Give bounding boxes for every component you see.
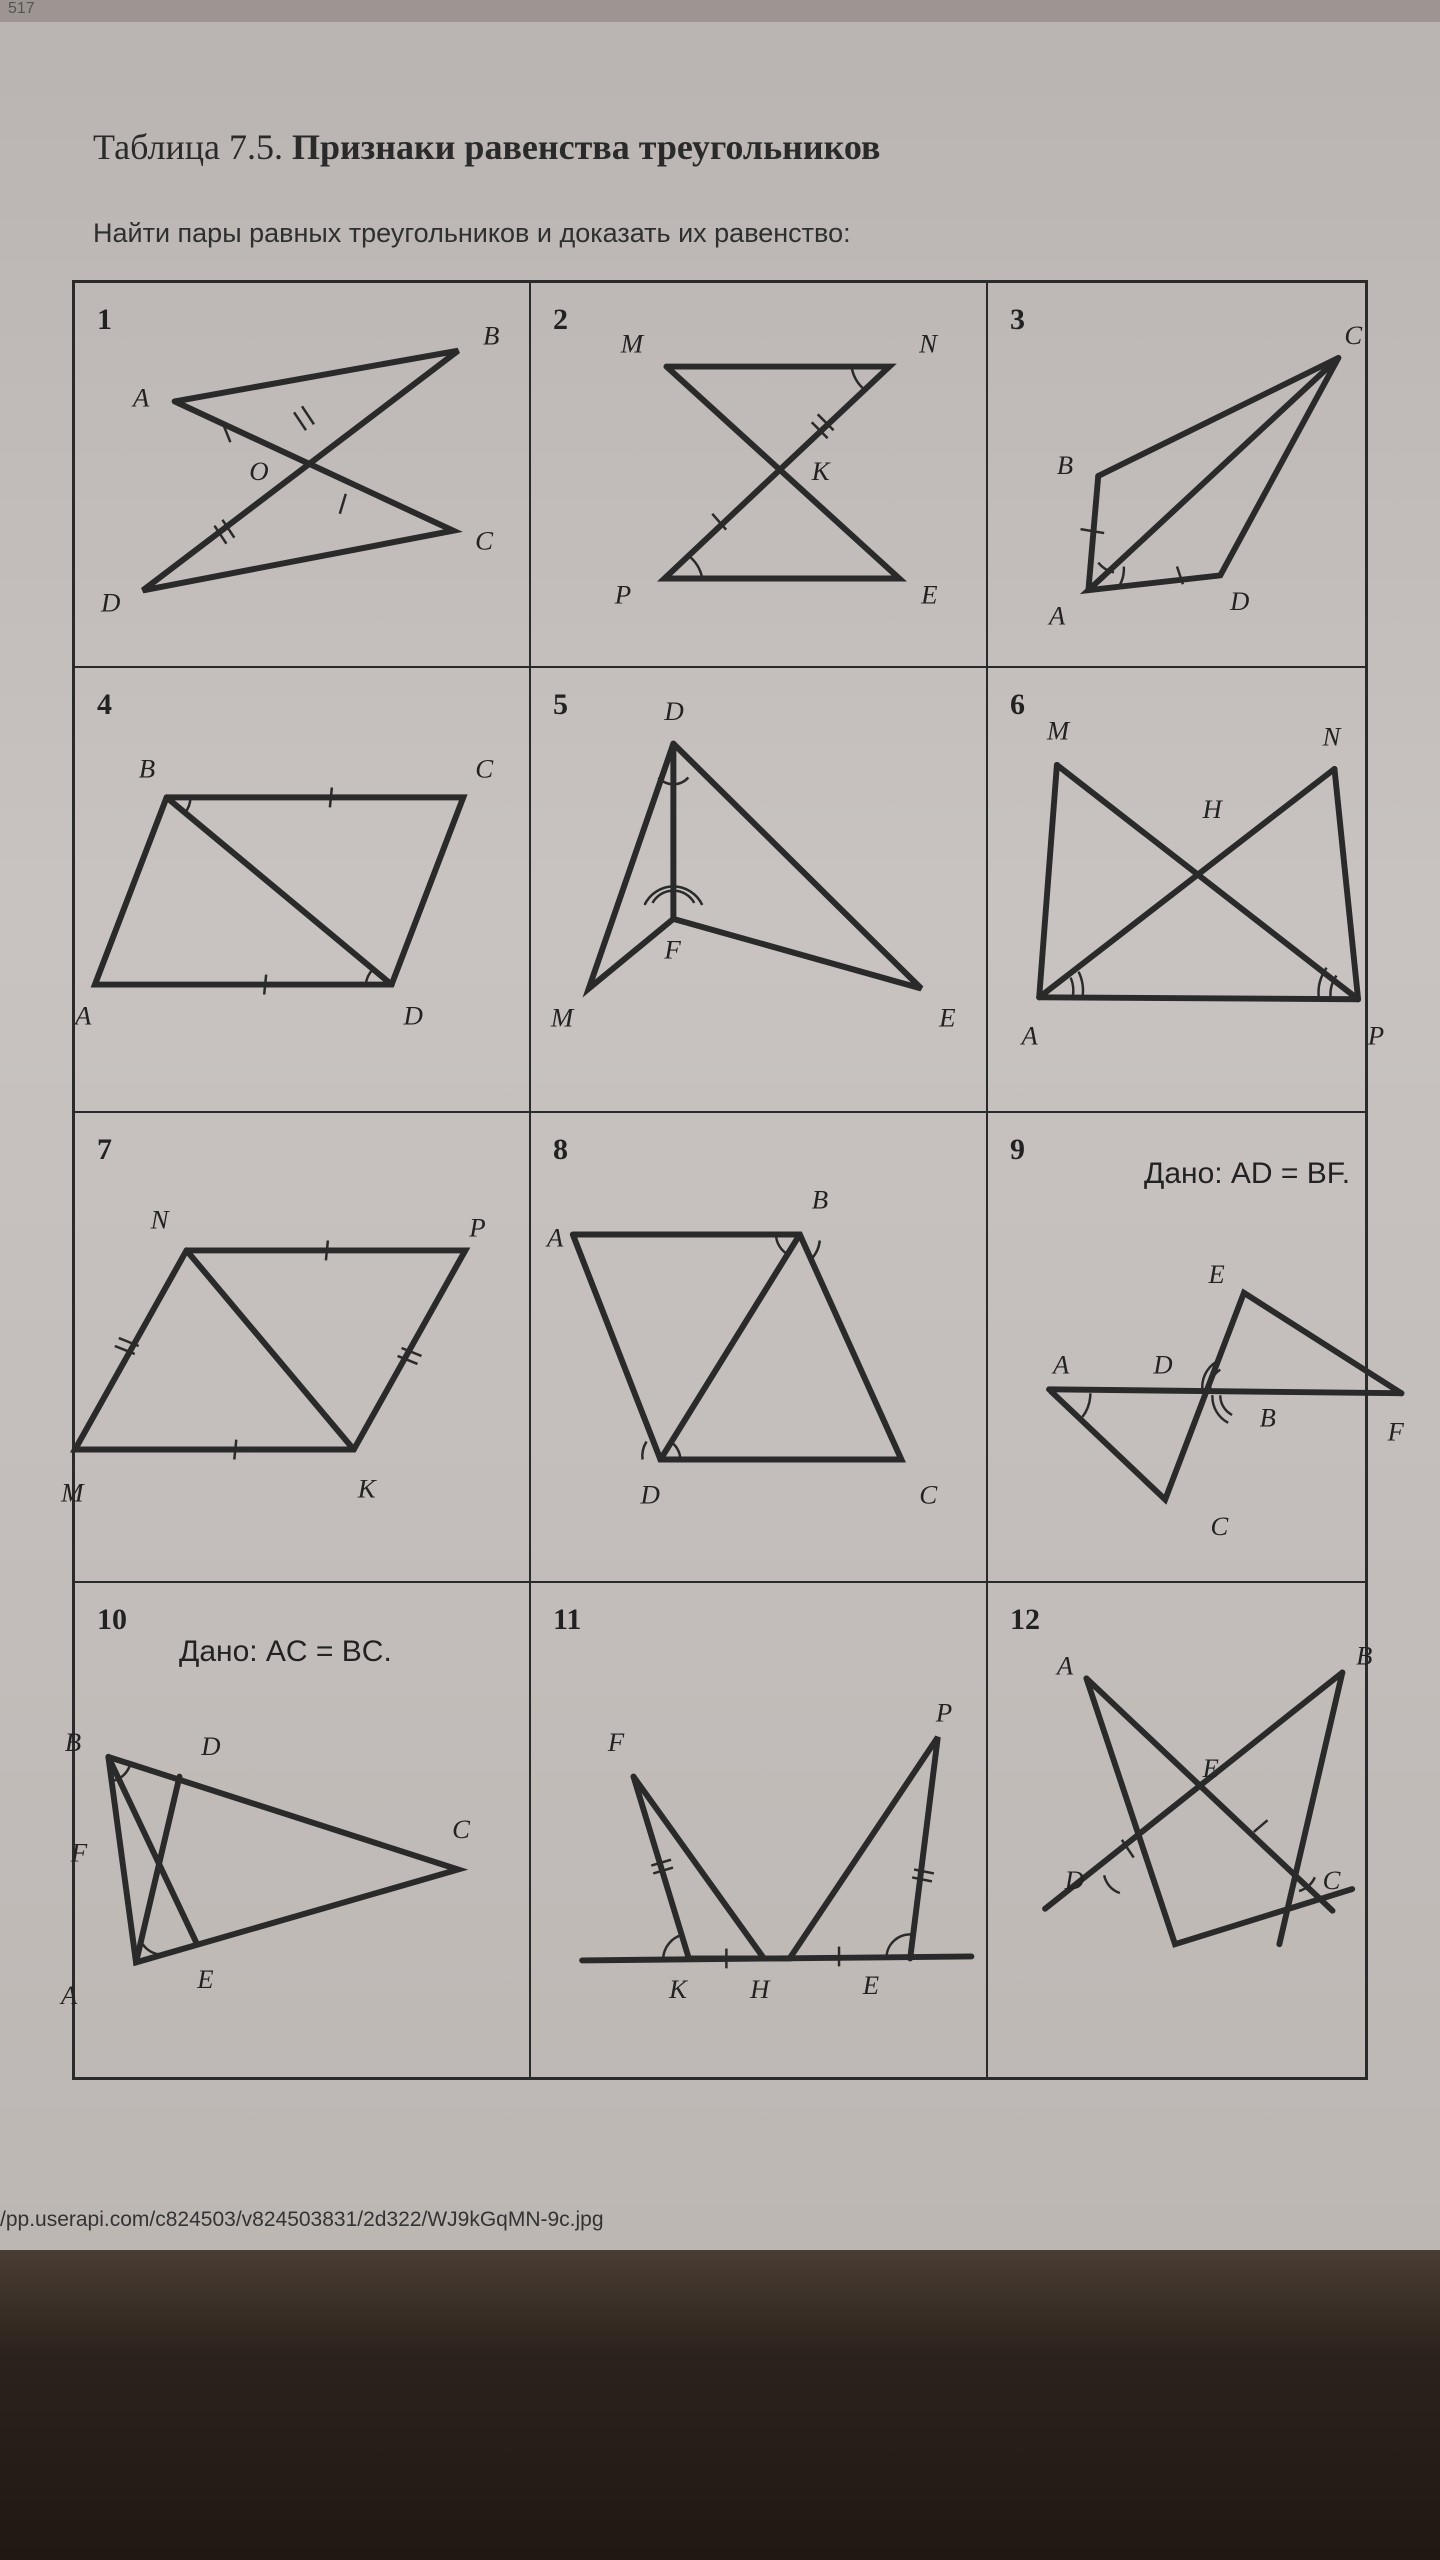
label-A: A [60,1979,78,2010]
label-M: M [550,1002,574,1033]
figure-cell-10 [60,1583,531,2077]
label-A: A [1056,1650,1074,1681]
figure-11-drawing [531,1583,986,2077]
label-E: E [1208,1259,1225,1290]
figure-number: 9 [1010,1133,1025,1166]
label-E: E [1202,1752,1219,1783]
source-url: /pp.userapi.com/c824503/v824503831/2d322/WJ9kGqMN-9c.jpg [0,2208,604,2231]
label-P: P [935,1697,953,1728]
figure-cell-2 [531,283,988,668]
label-H: H [1202,794,1222,825]
title-prefix: Таблица 7.5. [93,127,283,167]
given-condition: Дано: AC = BC. [179,1635,392,1668]
figure-number: 10 [97,1603,127,1636]
label-B: B [483,320,500,351]
figure-number: 1 [97,303,112,336]
table-title [93,126,880,168]
label-K: K [669,1973,687,2004]
label-C: C [1322,1865,1341,1896]
figure-number: 6 [1010,688,1025,721]
label-E: E [197,1964,214,1995]
label-D: D [403,1000,423,1031]
label-O: O [249,455,269,486]
figure-cell-9 [988,1113,1404,1583]
label-M: M [61,1477,84,1508]
label-A: A [1021,1020,1038,1051]
label-A: A [546,1222,564,1253]
label-P: P [469,1212,486,1243]
label-B: B [1259,1402,1276,1433]
label-D: D [201,1730,221,1761]
figure-8-drawing [531,1113,986,1581]
label-A: A [1052,1349,1070,1380]
label-K: K [811,455,830,486]
label-B: B [64,1726,82,1757]
figure-9-drawing [988,1113,1404,1581]
label-F: F [70,1837,88,1868]
figure-number: 7 [97,1133,112,1166]
label-F: F [1387,1416,1404,1447]
figure-2-drawing [531,283,986,666]
label-F: F [607,1726,625,1757]
label-C: C [919,1479,938,1510]
top-page-strip [0,0,1440,22]
figure-cell-3 [988,283,1365,668]
figure-cell-5 [531,668,988,1113]
page-number: 517 [8,0,35,17]
label-M: M [620,328,644,359]
figure-cell-11 [531,1583,988,2077]
label-D: D [1230,585,1250,616]
label-P: P [614,579,632,610]
figure-5-drawing [531,668,986,1111]
figure-cell-7 [61,1113,531,1583]
label-C: C [475,753,494,784]
label-B: B [811,1184,829,1215]
figure-number: 5 [553,688,568,721]
figure-cell-4 [75,668,531,1113]
label-H: H [750,1973,770,2004]
figure-12-drawing [988,1583,1373,2077]
figure-1-drawing [75,283,529,666]
label-K: K [357,1473,376,1504]
figures-table [60,280,1404,2080]
figure-3-drawing [988,283,1365,666]
label-A: A [132,382,150,413]
label-F: F [664,934,681,965]
dark-background [0,2250,1440,2560]
title-bold: Признаки равенства треугольников [291,127,881,167]
label-C: C [1210,1511,1229,1542]
label-N: N [919,328,938,359]
label-B: B [1056,450,1074,481]
label-E: E [939,1002,956,1033]
label-N: N [150,1204,169,1235]
label-D: D [640,1479,660,1510]
figure-4-drawing [75,668,529,1111]
label-A: A [75,1000,92,1031]
task-instruction: Найти пары равных треугольников и доказать их равенство: [93,218,851,248]
label-B: B [1356,1640,1373,1671]
figure-7-drawing [61,1113,529,1581]
figure-10-drawing [60,1583,529,2077]
figure-number: 8 [553,1133,568,1166]
label-N: N [1322,721,1341,752]
figure-cell-1 [75,283,531,668]
label-A: A [1049,600,1066,631]
label-D: D [101,587,121,618]
label-E: E [862,1970,880,2001]
figure-cell-12 [988,1583,1373,2077]
figure-number: 4 [97,688,112,721]
figure-cell-8 [531,1113,988,1583]
label-C: C [475,525,494,556]
figure-cell-6 [988,668,1385,1113]
label-M: M [1047,715,1070,746]
label-C: C [1344,320,1363,351]
label-D: D [1064,1865,1084,1896]
figure-number: 3 [1010,303,1025,336]
given-condition: Дано: AD = BF. [1144,1157,1351,1190]
label-E: E [921,579,938,610]
label-B: B [138,753,156,784]
figure-number: 2 [553,303,568,336]
figure-6-drawing [988,668,1385,1111]
figure-number: 11 [553,1603,582,1636]
label-C: C [452,1813,470,1844]
figure-number: 12 [1010,1603,1040,1636]
label-P: P [1367,1020,1385,1051]
label-D: D [664,695,684,726]
label-D: D [1153,1349,1173,1380]
